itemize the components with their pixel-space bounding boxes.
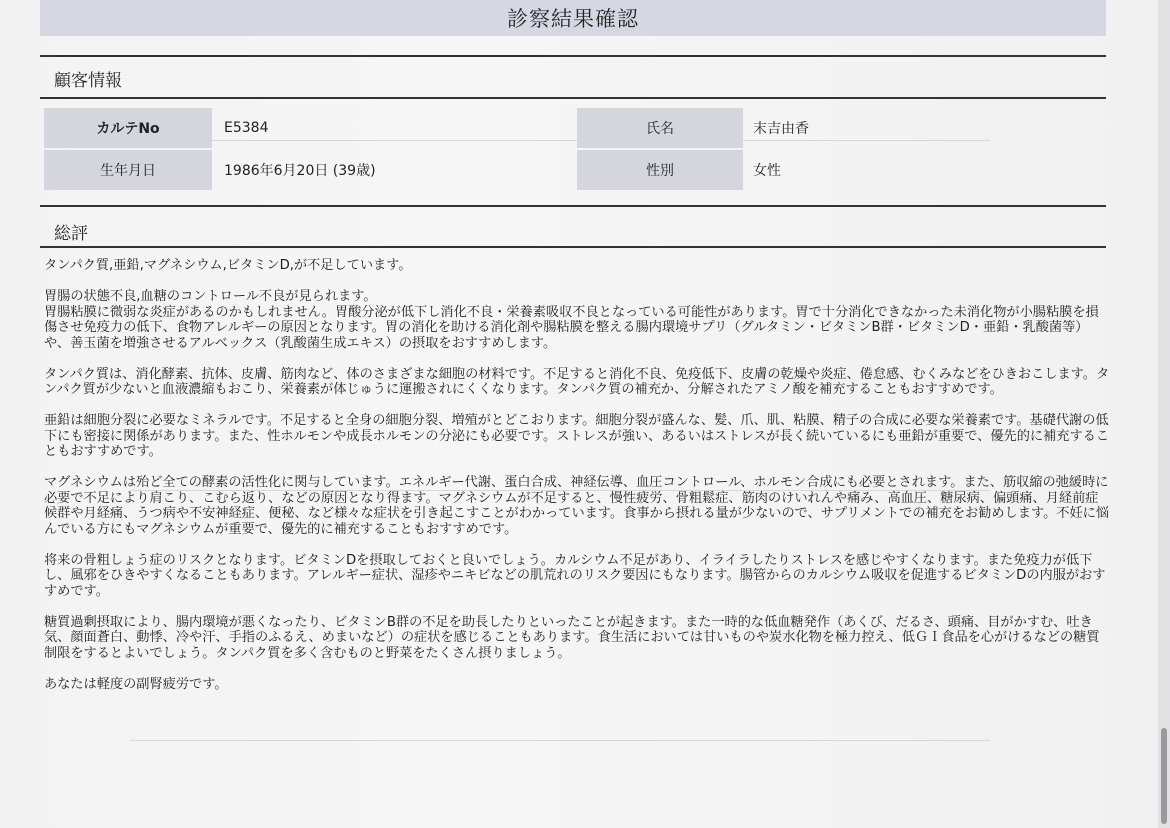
chart-no-label: カルテNo: [44, 108, 212, 148]
customer-info-heading: 顧客情報: [54, 71, 122, 91]
summary-paragraph: 将来の骨粗しょう症のリスクとなります。ビタミンDを摂取しておくと良いでしょう。カルシウム不足があり、イライラしたりストレスを感じやすくなります。また免疫力が低下し、風邪をひきやすくなることもあります。アレルギー症状、湿疹やニキビなどの肌荒れのリスク要因にもなります。腸管からのカルシウム吸収を促進するビタミンDの内服がおすすめです。: [44, 552, 1106, 599]
section-divider-top: [40, 55, 1106, 57]
summary-text: [44, 258, 1110, 708]
summary-paragraph: あなたは軽度の副腎疲労です。: [44, 676, 228, 692]
section-divider-bottom: [40, 246, 1106, 248]
summary-paragraph: タンパク質は、消化酵素、抗体、皮膚、筋肉など、体のさまざまな細胞の材料です。不足すると消化不良、免疫低下、皮膚の乾燥や炎症、倦怠感、むくみなどをひきおこします。タンパク質が少ないと血液濃縮もおこり、栄養素が体じゅうに運搬されにくくなります。タンパク質の補充か、分解されたアミノ酸を補充することもおすすめです。: [44, 366, 1110, 397]
page-title: 診察結果確認: [507, 7, 639, 31]
name-value: 末吉由香: [753, 121, 809, 137]
gender-label: 性別: [577, 150, 743, 190]
vertical-scrollbar[interactable]: [1158, 0, 1170, 828]
section-divider-top: [40, 205, 1106, 207]
summary-paragraph: タンパク質,亜鉛,マグネシウム,ビタミンD,が不足しています。: [44, 258, 412, 273]
birthdate-label: 生年月日: [44, 150, 212, 190]
customer-info-table: [44, 108, 1106, 190]
scrollbar-thumb[interactable]: [1161, 728, 1167, 824]
section-divider-bottom: [40, 97, 1106, 99]
summary-paragraph: 糖質過剰摂取により、腸内環境が悪くなったり、ビタミンB群の不足を助長したりといったことが起きます。また一時的な低血糖発作（あくび、だるさ、頭痛、目がかすむ、吐き気、顔面蒼白、動悸、冷や汗、手指のふるえ、めまいなど）の症状を感じることもあります。食生活においては甘いものや炭水化物を極力控え、低ＧＩ食品を心がけるなどの糖質制限をするとよいでしょう。タンパク質を多く含むものと野菜をたくさん摂りましょう。: [44, 614, 1100, 661]
bleed-through-line: [130, 740, 990, 741]
gender-value: 女性: [753, 163, 781, 179]
summary-paragraph: マグネシウムは殆ど全ての酵素の活性化に関与しています。エネルギー代謝、蛋白合成、神経伝導、血圧コントロール、ホルモン合成にも必要とされます。また、筋収縮の弛緩時に必要で不足により肩こり、こむら返り、などの原因となり得ます。マグネシウムが不足すると、慢性疲労、骨粗鬆症、筋肉のけいれんや痛み、高血圧、糖尿病、偏頭痛、月経前症候群や月経痛、うつ病や不安神経症、便秘、など様々な症状を引き起こすことがわかっています。食事から摂れる量が少ないので、サプリメントでの補充をお勧めします。不妊に悩んでいる方にもマグネシウムが重要で、優先的に補充することもおすすめです。: [44, 475, 1110, 537]
birthdate-value: 1986年6月20日 (39歳): [224, 163, 376, 179]
summary-paragraph: 胃腸の状態不良,血糖のコントロール不良が見られます。 胃腸粘膜に微弱な炎症があるのかもしれません。胃酸分泌が低下し消化不良・栄養素吸収不良となっている可能性があります。胃で十分消化できなかった未消化物が小腸粘膜を損傷させ免疫力の低下、食物アレルギーの原因となります。胃の消化を助ける消化剤や腸粘膜を整える腸内環境サプリ（グルタミン・ビタミンB群・ビタミンD・亜鉛・乳酸菌等）や、善玉菌を増強させるアルベックス（乳酸菌生成エキス）の摂取をおすすめします。: [44, 289, 1099, 351]
chart-no-value: E5384: [224, 120, 269, 136]
name-label: 氏名: [577, 108, 743, 148]
page-title-bar: [40, 0, 1106, 36]
summary-paragraph: 亜鉛は細胞分裂に必要なミネラルです。不足すると全身の細胞分裂、増殖がとどこおります。細胞分裂が盛んな、髪、爪、肌、粘膜、精子の合成に必要な栄養素です。基礎代謝の低下にも密接に関係があります。また、性ホルモンや成長ホルモンの分泌にも必要です。ストレスが強い、あるいはストレスが長く続いているにも亜鉛が重要で、優先的に補充することもおすすめです。: [44, 413, 1110, 459]
summary-heading: 総評: [54, 224, 88, 244]
